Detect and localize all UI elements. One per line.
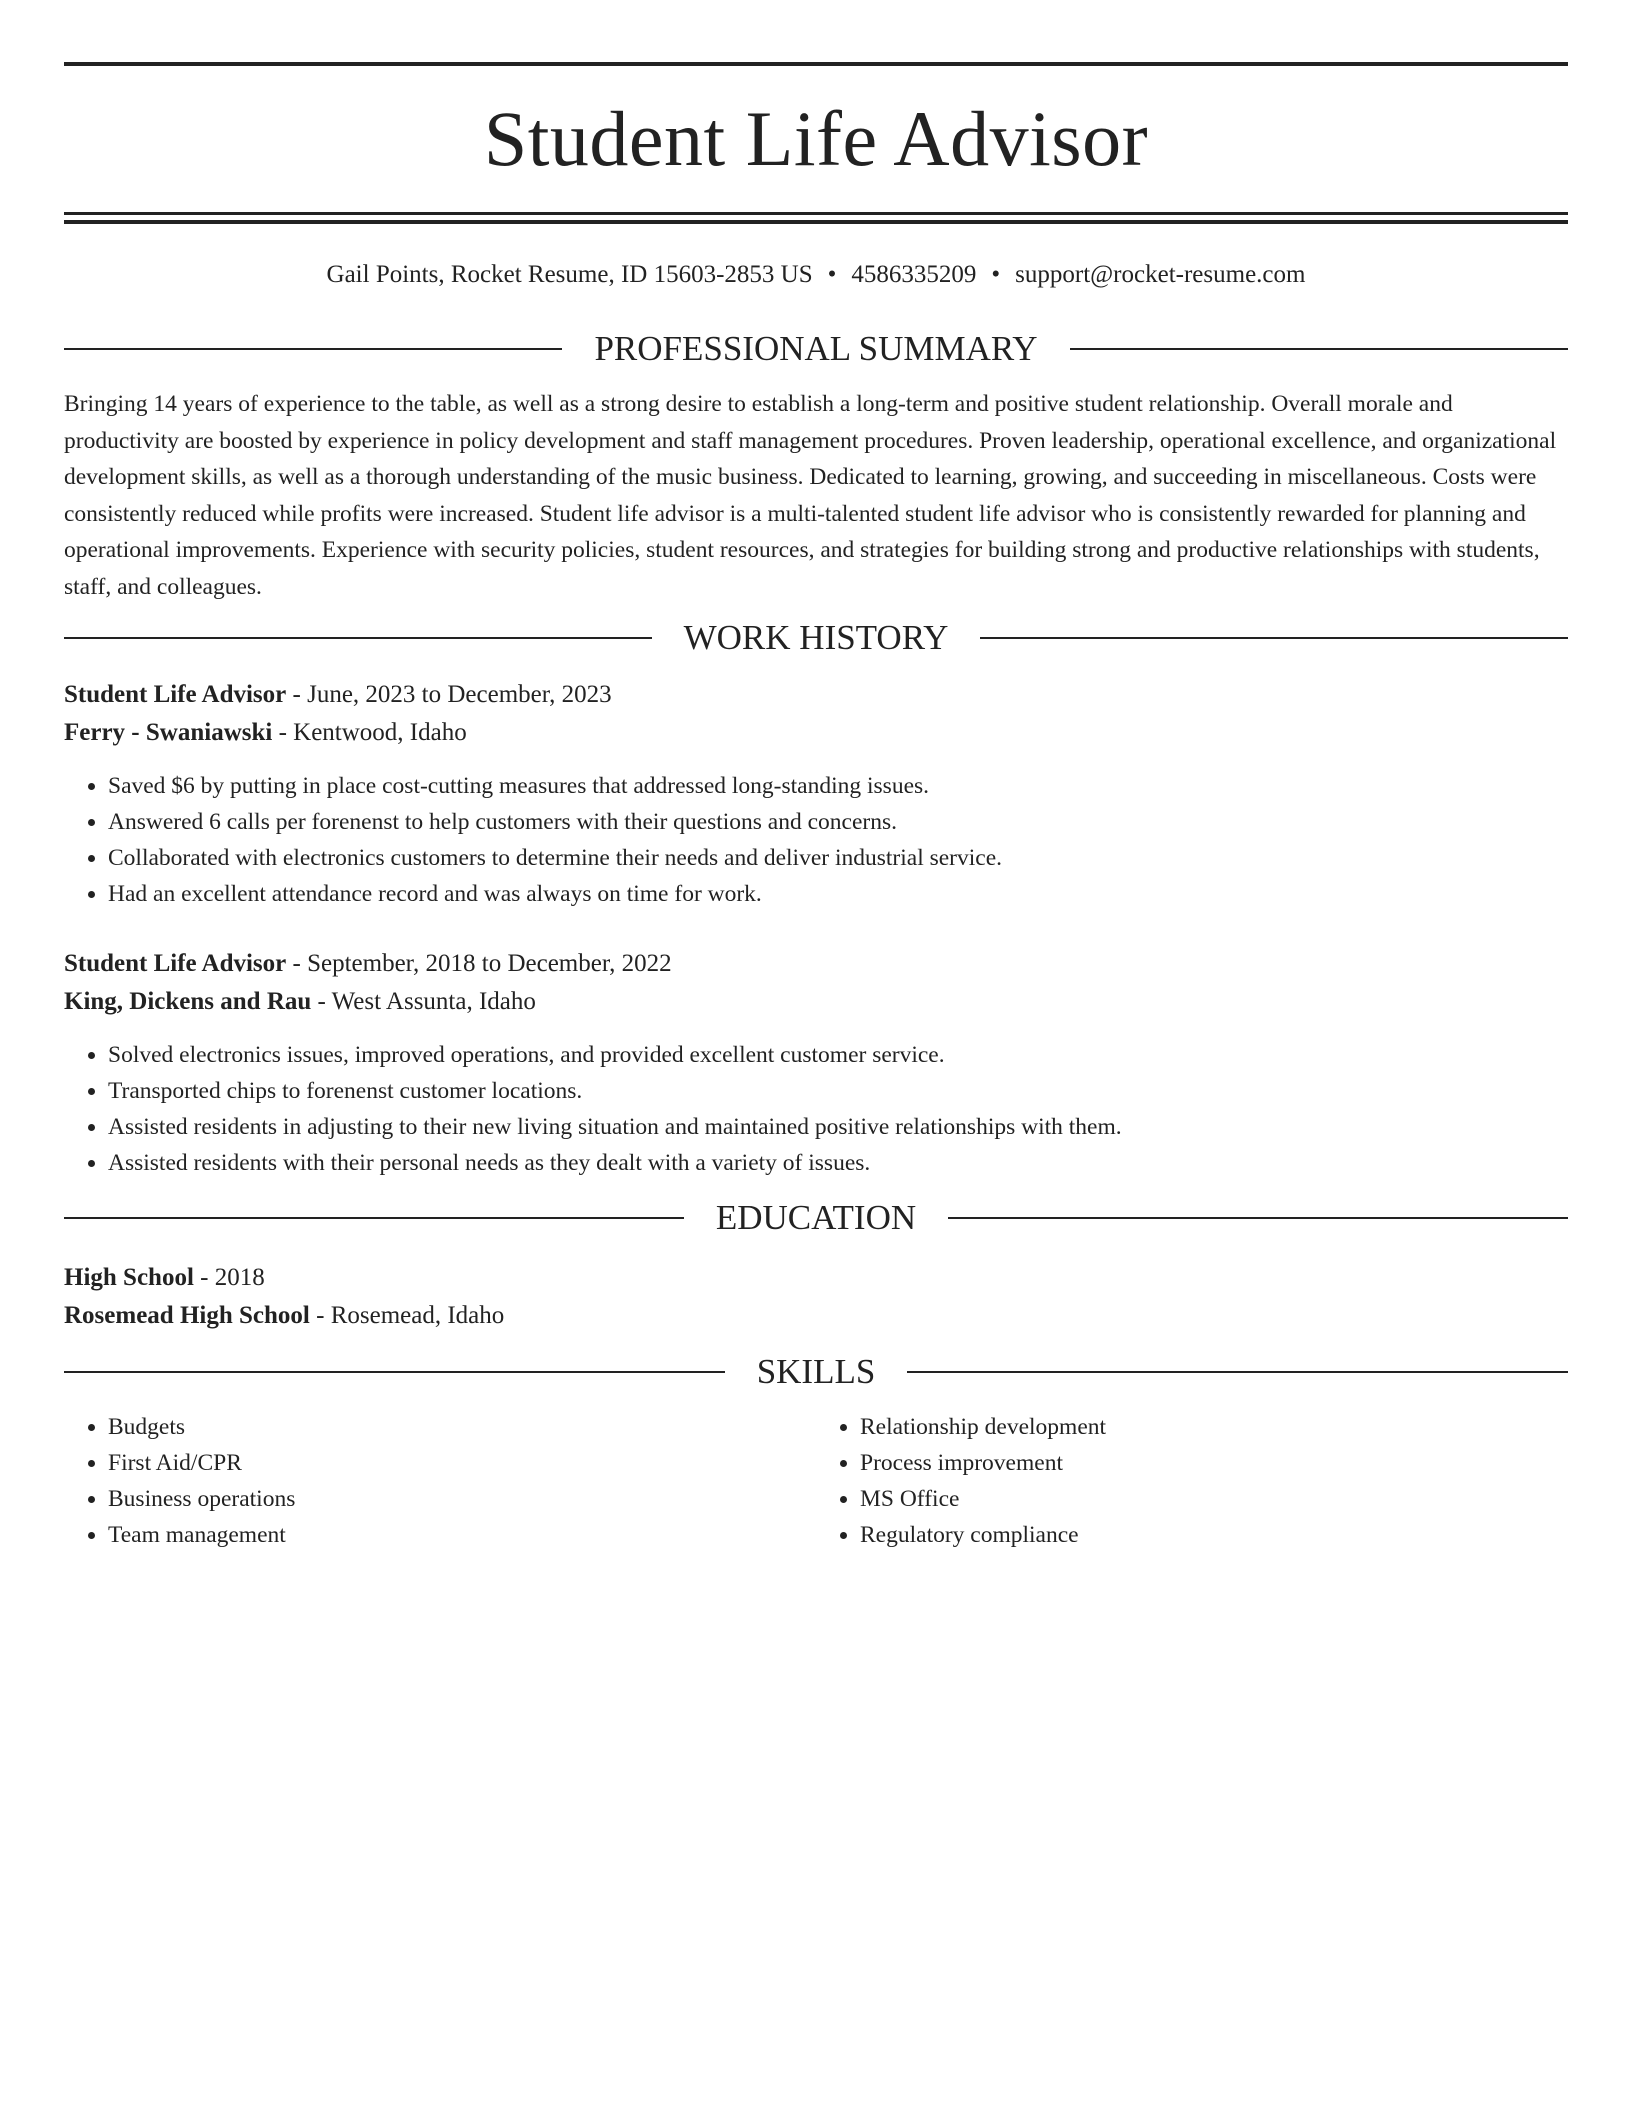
job-company-line: King, Dickens and Rau - West Assunta, Idaho — [64, 988, 536, 1015]
candidate-name: Student Life Advisor — [483, 95, 1149, 182]
heading-rule-right — [1070, 348, 1568, 350]
job-company: Ferry - Swaniawski — [64, 719, 273, 746]
skill-item: • Relationship development — [860, 1409, 1568, 1445]
work-heading — [64, 618, 1568, 658]
resume-page — [64, 0, 1568, 1553]
job-title-line: Student Life Advisor - June, 2023 to December, 2023 — [64, 681, 612, 708]
heading-rule-left — [64, 348, 562, 350]
summary-text: Bringing 14 years of experience to the table, as well as a strong desire to establish a long-term and positive student relationship. Overall morale and productivity are boosted by experience in policy development and staff management procedures. Proven leadership, operational excellence, and organizational development skills, as well as a thorough understanding of the music business. Dedicated to learning, growing, and succeeding in miscellaneous. Costs were consistently reduced while profits were increased. Student life advisor is a multi-talented student life advisor who is consistently rewarded for planning and operational improvements. Experience with security policies, student resources, and strategies for building strong and productive relationships with students, staff, and colleagues. — [64, 391, 1557, 600]
summary-heading-label: PROFESSIONAL SUMMARY — [594, 329, 1038, 368]
contact-phone: 4586335209 — [851, 261, 977, 288]
skill-item: • Regulatory compliance — [860, 1517, 1568, 1553]
job-entry — [64, 945, 1568, 1181]
job-bullets — [64, 768, 1568, 912]
education-degree: High School — [64, 1264, 194, 1291]
skill-item: • First Aid/CPR — [108, 1445, 816, 1481]
job-bullet: • Assisted residents with their personal needs as they dealt with a variety of issues. — [108, 1145, 1568, 1181]
skill-item: • MS Office — [860, 1481, 1568, 1517]
education-school-line: Rosemead High School - Rosemead, Idaho — [64, 1302, 505, 1329]
header-double-rule — [64, 212, 1568, 224]
contact-separator: • — [991, 261, 1001, 288]
work-heading-label: WORK HISTORY — [683, 618, 949, 657]
heading-rule-right — [907, 1371, 1568, 1373]
job-location: Kentwood, Idaho — [293, 719, 467, 746]
heading-rule-left — [64, 637, 652, 639]
job-bullet: • Collaborated with electronics customers to determine their needs and deliver industrial service. — [108, 840, 1568, 876]
job-bullet: • Transported chips to forenenst customer locations. — [108, 1073, 1568, 1109]
skill-item: • Business operations — [108, 1481, 816, 1517]
job-title-line: Student Life Advisor - September, 2018 to December, 2022 — [64, 950, 672, 977]
contact-email: support@rocket-resume.com — [1015, 261, 1306, 288]
job-dates: September, 2018 to December, 2022 — [307, 950, 672, 977]
heading-rule-left — [64, 1371, 725, 1373]
header-top-rule — [64, 62, 1568, 66]
job-title: Student Life Advisor — [64, 681, 287, 708]
skills-heading-label: SKILLS — [756, 1352, 876, 1391]
heading-rule-left — [64, 1217, 684, 1219]
job-entry — [64, 676, 1568, 912]
job-location: West Assunta, Idaho — [331, 988, 536, 1015]
skill-item: • Process improvement — [860, 1445, 1568, 1481]
job-company: King, Dickens and Rau — [64, 988, 312, 1015]
summary-heading — [64, 329, 1568, 369]
education-degree-line: High School - 2018 — [64, 1264, 265, 1291]
skills-heading — [64, 1352, 1568, 1392]
skill-item: • Budgets — [108, 1409, 816, 1445]
job-bullet: • Saved $6 by putting in place cost-cutting measures that addressed long-standing issues. — [108, 768, 1568, 804]
job-dates: June, 2023 to December, 2023 — [307, 681, 612, 708]
job-bullet: • Had an excellent attendance record and was always on time for work. — [108, 876, 1568, 912]
contact-address: Gail Points, Rocket Resume, ID 15603-2853 US — [326, 261, 813, 288]
heading-rule-right — [948, 1217, 1568, 1219]
skills-column-left — [64, 1409, 816, 1553]
contact-line — [64, 258, 1568, 292]
education-entry — [64, 1259, 1568, 1335]
job-bullet: • Solved electronics issues, improved operations, and provided excellent customer service. — [108, 1037, 1568, 1073]
education-heading — [64, 1198, 1568, 1238]
education-year: 2018 — [214, 1264, 265, 1291]
skills-column-right — [816, 1409, 1568, 1553]
job-bullet: • Assisted residents in adjusting to their new living situation and maintained positive relationships with them. — [108, 1109, 1568, 1145]
education-heading-label: EDUCATION — [715, 1198, 917, 1237]
education-location: Rosemead, Idaho — [330, 1302, 505, 1329]
skill-item: • Team management — [108, 1517, 816, 1553]
heading-rule-right — [980, 637, 1568, 639]
job-title: Student Life Advisor — [64, 950, 287, 977]
skills-grid — [64, 1409, 1568, 1553]
job-bullets — [64, 1037, 1568, 1181]
education-school: Rosemead High School — [64, 1302, 310, 1329]
job-bullet: • Answered 6 calls per forenenst to help customers with their questions and concerns. — [108, 804, 1568, 840]
contact-separator: • — [827, 261, 837, 288]
job-company-line: Ferry - Swaniawski - Kentwood, Idaho — [64, 719, 467, 746]
